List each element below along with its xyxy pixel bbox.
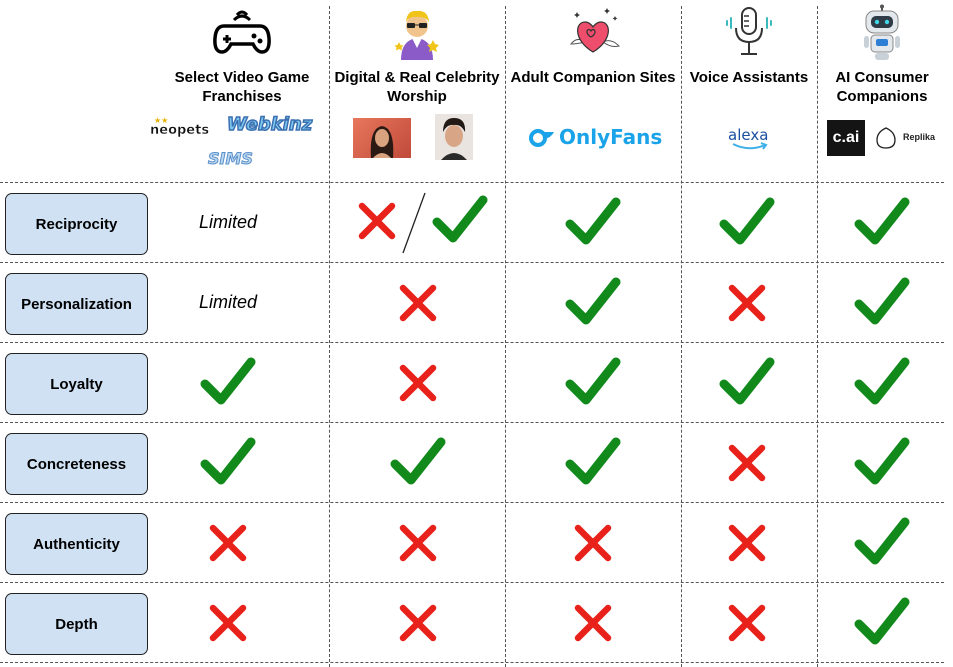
check-mark-icon bbox=[854, 356, 910, 406]
check-mark-icon bbox=[200, 356, 256, 406]
microphone-icon bbox=[723, 4, 775, 62]
row-divider bbox=[0, 662, 944, 663]
column-header-video-games bbox=[150, 0, 329, 182]
robot-icon bbox=[859, 4, 905, 62]
cross-mark-icon bbox=[208, 603, 248, 643]
column-title: Digital & Real Celebrity Worship bbox=[334, 69, 500, 105]
row-divider bbox=[0, 422, 944, 423]
check-mark-icon bbox=[432, 194, 488, 244]
celebrity-icon bbox=[391, 4, 443, 60]
column-title: AI Consumer Companions bbox=[835, 69, 929, 105]
svg-text:neopets: neopets bbox=[150, 123, 210, 138]
check-mark-icon bbox=[854, 596, 910, 646]
check-mark-icon bbox=[390, 436, 446, 486]
row-label-depth: Depth bbox=[5, 593, 148, 655]
cross-mark-icon bbox=[573, 523, 613, 563]
cross-mark-icon bbox=[398, 603, 438, 643]
cross-mark-icon bbox=[398, 363, 438, 403]
celebrity-photo-1 bbox=[353, 118, 411, 158]
onlyfans-wordmark: OnlyFans bbox=[559, 125, 663, 149]
replika-egg-icon bbox=[875, 126, 897, 150]
cross-mark-icon bbox=[357, 201, 397, 241]
cross-mark-icon bbox=[727, 523, 767, 563]
row-divider bbox=[0, 182, 944, 183]
row-divider bbox=[0, 502, 944, 503]
check-mark-icon bbox=[854, 516, 910, 566]
column-header-adult-sites bbox=[505, 0, 681, 182]
row-label-reciprocity: Reciprocity bbox=[5, 193, 148, 255]
webkinz-logo bbox=[225, 108, 313, 138]
check-mark-icon bbox=[565, 276, 621, 326]
alexa-logo bbox=[725, 124, 775, 154]
check-mark-icon bbox=[854, 196, 910, 246]
slash-divider bbox=[399, 191, 429, 255]
row-label-personalization: Personalization bbox=[5, 273, 148, 335]
sims-logo bbox=[205, 140, 255, 170]
cross-mark-icon bbox=[398, 283, 438, 323]
column-header-ai-companions bbox=[817, 0, 947, 182]
row-label-loyalty: Loyalty bbox=[5, 353, 148, 415]
cross-mark-icon bbox=[727, 443, 767, 483]
check-mark-icon bbox=[565, 196, 621, 246]
cross-mark-icon bbox=[208, 523, 248, 563]
row-label-concreteness: Concreteness bbox=[5, 433, 148, 495]
replika-wordmark: Replika bbox=[903, 132, 936, 142]
replika-logo bbox=[875, 126, 945, 150]
limited-text: Limited bbox=[198, 292, 258, 312]
column-header-voice-assistants bbox=[681, 0, 817, 182]
row-divider bbox=[0, 262, 944, 263]
character-ai-wordmark: c.ai bbox=[832, 129, 860, 146]
check-mark-icon bbox=[719, 196, 775, 246]
check-mark-icon bbox=[200, 436, 256, 486]
cross-mark-icon bbox=[398, 523, 438, 563]
column-title: Adult Companion Sites bbox=[510, 69, 676, 86]
check-mark-icon bbox=[565, 436, 621, 486]
column-title: Select Video Game Franchises bbox=[174, 69, 310, 105]
onlyfans-icon bbox=[529, 126, 555, 148]
check-mark-icon bbox=[854, 276, 910, 326]
cross-mark-icon bbox=[727, 603, 767, 643]
onlyfans-logo bbox=[529, 124, 669, 152]
row-divider bbox=[0, 342, 944, 343]
alexa-smile-icon bbox=[731, 142, 771, 152]
neopets-logo bbox=[148, 114, 222, 138]
svg-text:SIMS: SIMS bbox=[208, 149, 253, 168]
heart-with-wings-icon bbox=[563, 2, 623, 60]
celebrity-photo-2 bbox=[435, 114, 473, 160]
cross-mark-icon bbox=[727, 283, 767, 323]
column-title: Voice Assistants bbox=[689, 69, 809, 86]
check-mark-icon bbox=[854, 436, 910, 486]
svg-text:Webkinz: Webkinz bbox=[227, 114, 313, 135]
check-mark-icon bbox=[565, 356, 621, 406]
gamepad-icon bbox=[212, 6, 272, 58]
check-mark-icon bbox=[719, 356, 775, 406]
alexa-wordmark: alexa bbox=[728, 126, 769, 144]
column-header-celebrity bbox=[329, 0, 505, 182]
svg-text:★★: ★★ bbox=[154, 116, 169, 125]
row-divider bbox=[0, 582, 944, 583]
character-ai-logo bbox=[827, 120, 865, 156]
limited-text: Limited bbox=[198, 212, 258, 232]
row-label-authenticity: Authenticity bbox=[5, 513, 148, 575]
cross-mark-icon bbox=[573, 603, 613, 643]
